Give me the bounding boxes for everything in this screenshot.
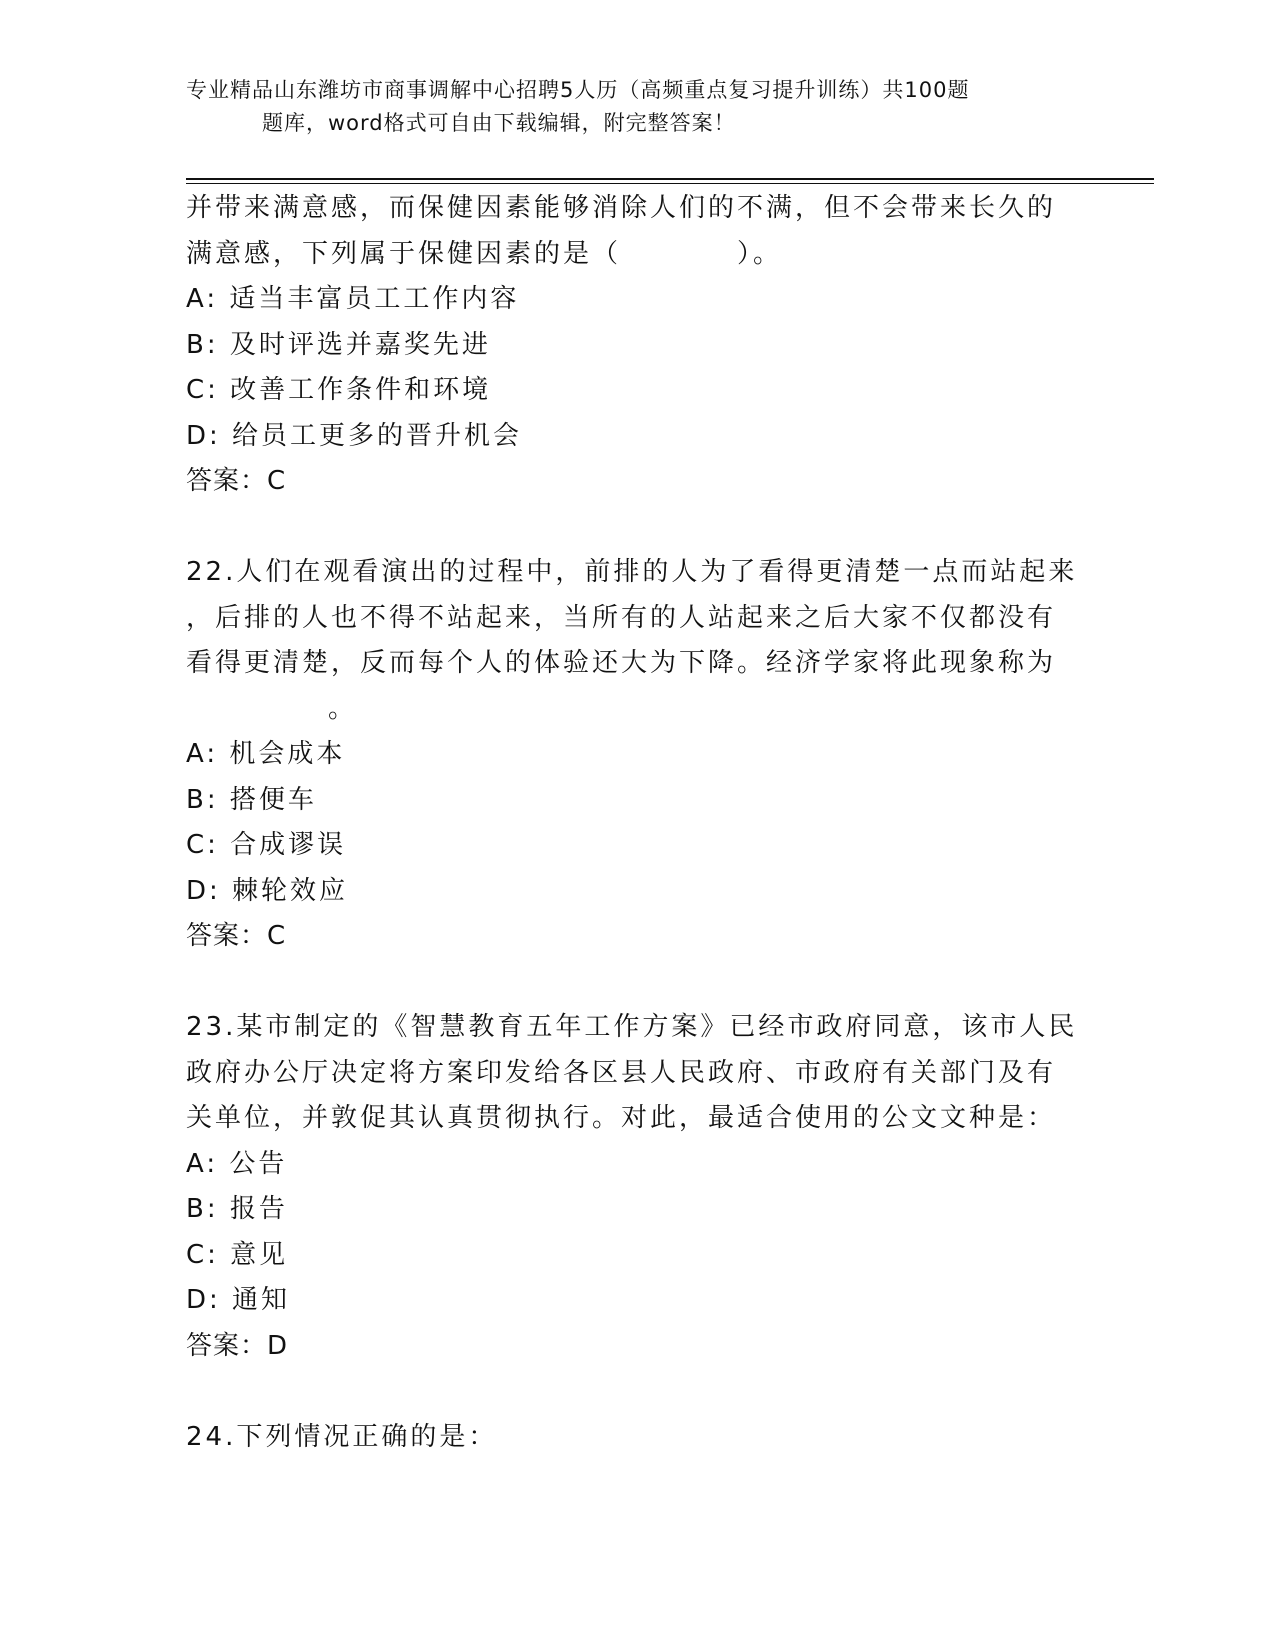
option-c: C: 意见 <box>186 1239 289 1270</box>
question-21 <box>186 186 1086 505</box>
header-rule-thick <box>186 178 1154 180</box>
option-a: A: 公告 <box>186 1148 288 1179</box>
question-24 <box>186 1415 1086 1461</box>
option-b: B: 报告 <box>186 1194 288 1224</box>
answer: 答案：C <box>186 466 287 496</box>
question-text-line: 看得更清楚，反而每个人的体验还大为下降。经济学家将此现象称为 <box>186 648 1057 678</box>
answer: 答案：D <box>186 1330 289 1361</box>
fill-in-blank: 。 <box>328 693 358 724</box>
question-text-line: 并带来满意感，而保健因素能够消除人们的不满，但不会带来长久的 <box>186 193 1057 223</box>
spacer <box>186 1369 1086 1415</box>
option-a: A: 适当丰富员工工作内容 <box>186 284 520 314</box>
question-text-line: ，后排的人也不得不站起来，当所有的人站起来之后大家不仅都没有 <box>186 602 1057 633</box>
option-d: D: 给员工更多的晋升机会 <box>186 420 523 451</box>
question-text-line: 23.某市制定的《智慧教育五年工作方案》已经市政府同意，该市人民 <box>186 1012 1078 1042</box>
question-text-line: 24.下列情况正确的是： <box>186 1421 498 1452</box>
option-d: D: 通知 <box>186 1285 291 1315</box>
spacer <box>186 505 1086 551</box>
option-b: B: 搭便车 <box>186 784 317 815</box>
question-text-line: 关单位，并敦促其认真贯彻执行。对此，最适合使用的公文文种是： <box>186 1103 1057 1133</box>
spacer <box>186 960 1086 1006</box>
option-a: A: 机会成本 <box>186 739 346 769</box>
answer: 答案：C <box>186 921 287 951</box>
header-title-line-1: 专业精品山东潍坊市商事调解中心招聘5人历（高频重点复习提升训练）共100题 <box>186 78 970 102</box>
option-b: B: 及时评选并嘉奖先进 <box>186 329 491 360</box>
question-text-line: 22.人们在观看演出的过程中，前排的人为了看得更清楚一点而站起来 <box>186 557 1078 587</box>
question-23 <box>186 1005 1086 1369</box>
question-text-line: 政府办公厅决定将方案印发给各区县人民政府、市政府有关部门及有 <box>186 1057 1057 1088</box>
option-c: C: 改善工作条件和环境 <box>186 375 492 405</box>
document-body <box>186 186 1086 1460</box>
question-text-line: 满意感，下列属于保健因素的是（ ）。 <box>186 238 783 269</box>
question-22 <box>186 550 1086 960</box>
document-header <box>186 74 1086 140</box>
option-d: D: 棘轮效应 <box>186 875 349 906</box>
header-rule-thin <box>186 183 1154 184</box>
option-c: C: 合成谬误 <box>186 830 347 860</box>
header-title-line-2: 题库，word格式可自由下载编辑，附完整答案！ <box>262 111 736 135</box>
